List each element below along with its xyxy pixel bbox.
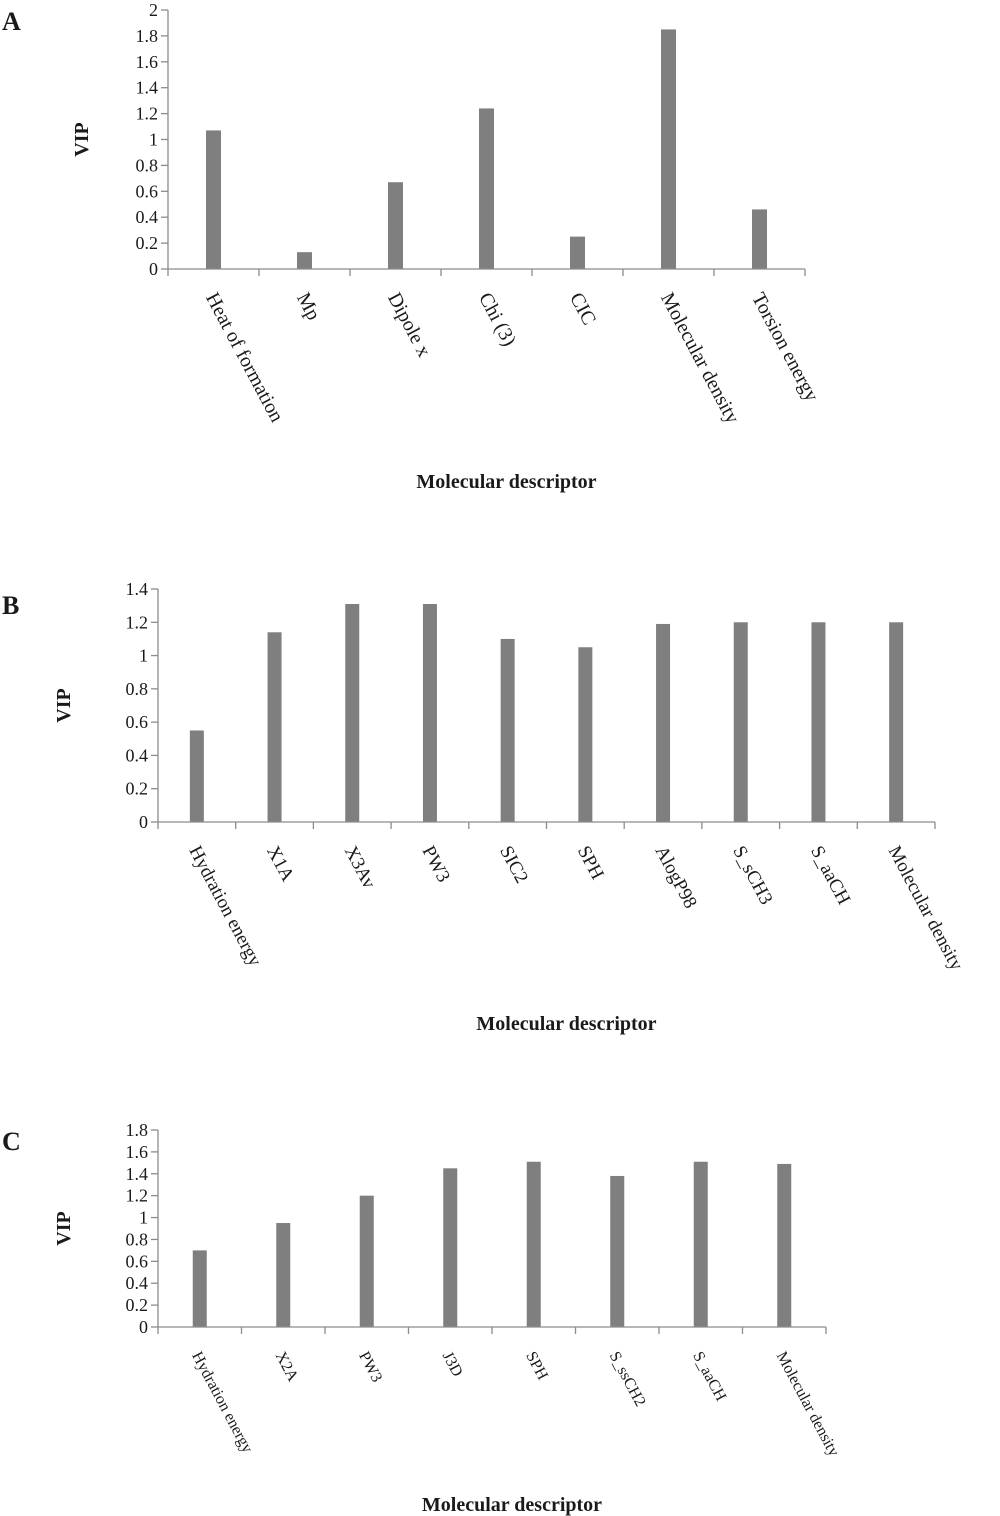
panel-a xyxy=(2,0,823,493)
x-category-label: X1A xyxy=(262,842,299,885)
x-category-label: Torsion energy xyxy=(747,289,823,406)
y-tick-label: 1 xyxy=(149,129,158,150)
x-category-label: X3Av xyxy=(339,842,380,893)
panel-letter: A xyxy=(2,7,21,36)
x-category-label: S_aaCH xyxy=(806,842,855,909)
y-tick-label: 0.8 xyxy=(125,678,148,699)
x-category-label: Dipole x xyxy=(383,289,436,361)
x-category-label: Chi (3) xyxy=(474,289,521,350)
x-category-label: S_aaCH xyxy=(689,1348,730,1404)
bar xyxy=(570,237,585,269)
panel-letter: B xyxy=(2,591,20,620)
x-category-label: X2A xyxy=(271,1348,302,1385)
y-tick-label: 1.2 xyxy=(125,612,148,633)
bar xyxy=(811,622,825,822)
bar xyxy=(276,1223,290,1327)
y-tick-label: 0.4 xyxy=(125,745,148,766)
x-category-label: J3D xyxy=(438,1348,466,1380)
x-category-label: PW3 xyxy=(355,1348,386,1386)
x-category-label: Hydration energy xyxy=(188,1348,256,1456)
bar xyxy=(268,632,282,822)
y-tick-label: 0 xyxy=(149,259,158,279)
bar xyxy=(479,108,494,269)
bar xyxy=(656,624,670,822)
x-category-label: SPH xyxy=(522,1348,552,1383)
bar xyxy=(527,1162,541,1327)
bar xyxy=(734,622,748,822)
y-tick-label: 1.2 xyxy=(125,1185,148,1206)
y-tick-label: 1.4 xyxy=(125,579,148,599)
x-category-label: Mp xyxy=(292,289,325,324)
y-tick-label: 1.8 xyxy=(125,1120,148,1140)
x-category-label: Molecular density xyxy=(656,289,744,428)
bar xyxy=(501,639,515,822)
x-category-label: AlogP98 xyxy=(650,842,701,913)
y-axis-label: VIP xyxy=(71,122,93,157)
bar xyxy=(661,29,676,269)
bar xyxy=(206,130,221,269)
x-category-label: Hydration energy xyxy=(184,842,266,970)
y-tick-label: 0.8 xyxy=(135,155,158,176)
x-category-label: S_ssCH2 xyxy=(605,1348,649,1410)
x-category-label: SPH xyxy=(572,842,608,884)
bar xyxy=(423,604,437,822)
x-category-label: PW3 xyxy=(417,842,454,886)
bar xyxy=(190,730,204,822)
x-category-label: Molecular density xyxy=(883,842,967,974)
y-tick-label: 2 xyxy=(149,0,158,20)
y-tick-label: 0.4 xyxy=(135,207,158,228)
y-axis-label: VIP xyxy=(53,1211,75,1246)
y-tick-label: 0.6 xyxy=(125,712,148,733)
y-axis-label: VIP xyxy=(53,688,75,723)
y-tick-label: 0.6 xyxy=(125,1251,148,1272)
y-tick-label: 0.4 xyxy=(125,1273,148,1294)
x-category-label: Heat of formation xyxy=(201,289,288,426)
y-tick-label: 0.6 xyxy=(135,181,158,202)
bar xyxy=(889,622,903,822)
y-tick-label: 1 xyxy=(139,1207,148,1228)
bar xyxy=(443,1168,457,1327)
panel-b xyxy=(2,579,967,1035)
x-category-label: Molecular density xyxy=(772,1348,843,1460)
x-category-label: SIC2 xyxy=(495,842,533,887)
panel-letter: C xyxy=(2,1127,21,1156)
bar xyxy=(752,209,767,269)
bar xyxy=(193,1250,207,1327)
y-tick-label: 1.4 xyxy=(135,77,158,98)
bar xyxy=(578,647,592,822)
bar xyxy=(297,252,312,269)
bar xyxy=(345,604,359,822)
y-tick-label: 0.2 xyxy=(125,778,148,799)
x-category-label: S_sCH3 xyxy=(728,842,777,909)
y-tick-label: 0.2 xyxy=(125,1295,148,1316)
y-tick-label: 0 xyxy=(139,1317,148,1337)
y-tick-label: 0 xyxy=(139,812,148,832)
y-tick-label: 1.6 xyxy=(125,1141,148,1162)
y-tick-label: 0.8 xyxy=(125,1229,148,1250)
x-axis-label: Molecular descriptor xyxy=(416,471,597,493)
y-tick-label: 0.2 xyxy=(135,233,158,254)
y-tick-label: 1.4 xyxy=(125,1163,148,1184)
x-axis-label: Molecular descriptor xyxy=(421,1494,603,1516)
bar xyxy=(777,1164,791,1327)
y-tick-label: 1.2 xyxy=(135,103,158,124)
x-axis-label: Molecular descriptor xyxy=(476,1013,657,1035)
bar xyxy=(388,182,403,269)
panel-c xyxy=(2,1120,842,1516)
bar xyxy=(610,1176,624,1327)
y-tick-label: 1 xyxy=(139,645,148,666)
bar xyxy=(694,1162,708,1327)
x-category-label: CIC xyxy=(565,289,601,329)
y-tick-label: 1.6 xyxy=(135,51,158,72)
y-tick-label: 1.8 xyxy=(135,25,158,46)
bar xyxy=(360,1196,374,1327)
